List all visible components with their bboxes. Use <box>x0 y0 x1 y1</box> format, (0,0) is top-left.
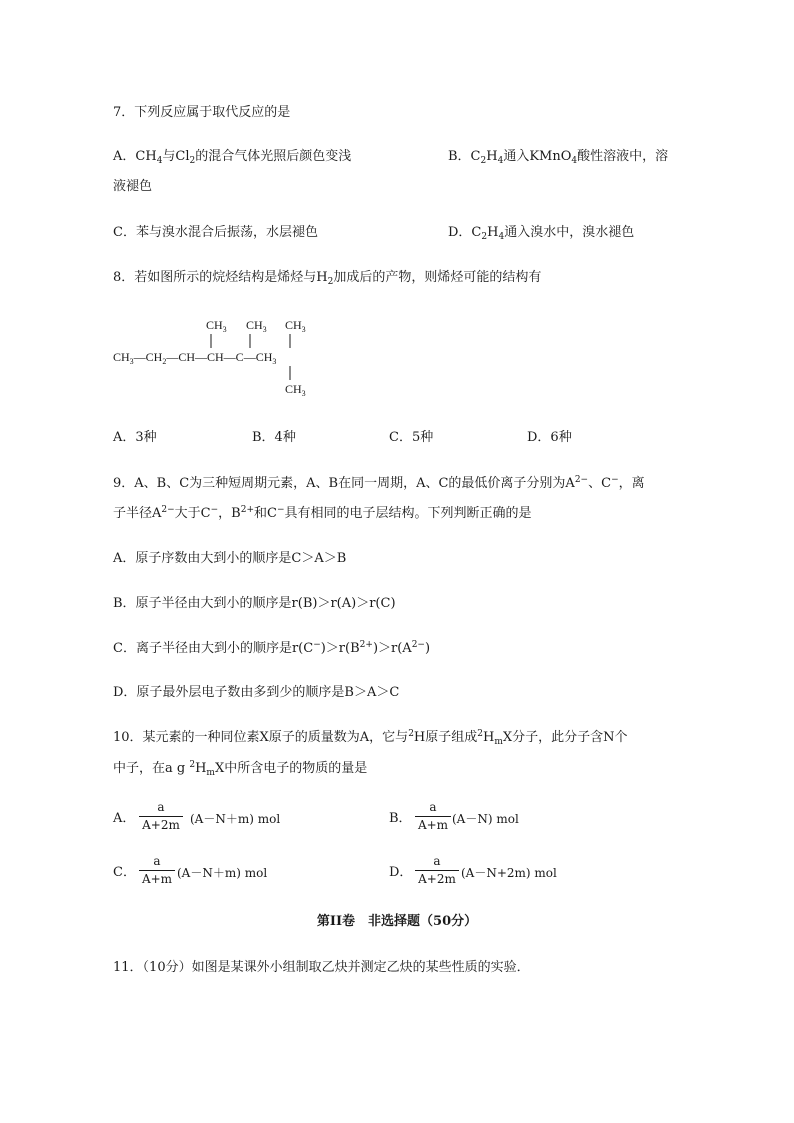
q10-option-d-fraction: a A+2m <box>415 854 459 886</box>
q11-stem: 11．（10分）如图是某课外小组制取乙炔并测定乙炔的某些性质的实验． <box>113 960 530 975</box>
q7-option-d: D．$C_2H_4$通入溴水中，溴水褪色 <box>448 225 635 242</box>
q10-option-b-label: B． <box>389 811 412 826</box>
q7-option-b: B．$C_2H_4$通入KMnO$_4$酸性溶液中，溶 <box>448 149 669 166</box>
q10-option-a-label: A． <box>113 811 136 826</box>
q10-option-c-label: C． <box>113 865 136 880</box>
ch3-bottom: $CH_3$ <box>285 382 306 398</box>
q10-stem-line1: 10．某元素的一种同位素X原子的质量数为A，它与$^2$H原子组成$^2H_mX$分子，此分子含N个 <box>113 729 628 747</box>
q10-option-b-expr: (A－N) mol <box>452 812 519 826</box>
q10-option-a-expr: (A－N＋m) mol <box>190 812 281 826</box>
q8-stem: 8．若如图所示的烷烃结构是烯烃与$H_2$加成后的产物，则烯烃可能的结构有 <box>113 270 542 287</box>
q8-option-c: C．5种 <box>389 430 434 445</box>
q7-option-b-continued: 液褪色 <box>113 179 153 194</box>
q8-option-b: B．4种 <box>252 430 296 445</box>
q8-option-a: A．3种 <box>113 430 157 445</box>
q10-option-c-expr: (A－N＋m) mol <box>177 866 268 880</box>
ch3-top-1: $CH_3$ <box>206 318 227 334</box>
q10-option-b-fraction: a A+m <box>415 800 451 832</box>
ch3-top-2: $CH_3$ <box>246 318 267 334</box>
ch3-top-3: $CH_3$ <box>285 318 306 334</box>
q10-option-a-fraction: a A+2m <box>139 800 183 832</box>
q9-stem-line1: 9．A、B、C为三种短周期元素，A、B在同一周期，A、C的最低价离子分别为$A^{2-}$、C−，离 <box>113 475 645 491</box>
q8-option-d: D．6种 <box>527 430 572 445</box>
section-ii-title: 第II卷 非选择题（50分） <box>316 914 478 929</box>
alkane-structure-diagram <box>108 312 358 404</box>
q9-option-d: D．原子最外层电子数由多到少的顺序是B＞A＞C <box>113 685 400 700</box>
q9-option-a: A．原子序数由大到小的顺序是C＞A＞B <box>113 551 347 566</box>
q10-option-c-fraction: a A+m <box>139 854 175 886</box>
q10-stem-line2: 中子，在a g $^2H_mX$中所含电子的物质的量是 <box>113 760 368 778</box>
q10-option-d-expr: (A－N+2m) mol <box>461 866 557 880</box>
main-chain: $CH_3—CH_2—CH—CH—C—CH_3$ <box>113 350 277 366</box>
q9-option-c: C．离子半径由大到小的顺序是$r(C^-)>r(B^{2+})>r(A^{2-})$ <box>113 640 431 656</box>
q10-option-d-label: D． <box>389 865 413 880</box>
q7-stem: 7．下列反应属于取代反应的是 <box>113 105 291 120</box>
q9-option-b: B．原子半径由大到小的顺序是r(B)＞r(A)＞r(C) <box>113 596 396 611</box>
q7-option-a: A．$CH_4$与$Cl_2$的混合气体光照后颜色变浅 <box>113 149 352 166</box>
q9-stem-line2: 子半径$A^{2-}$大于C−，$B^{2+}$和C−具有相同的电子层结构。下列判断正确的是 <box>113 505 532 521</box>
q7-option-c: C．苯与溴水混合后振荡，水层褪色 <box>113 225 318 240</box>
